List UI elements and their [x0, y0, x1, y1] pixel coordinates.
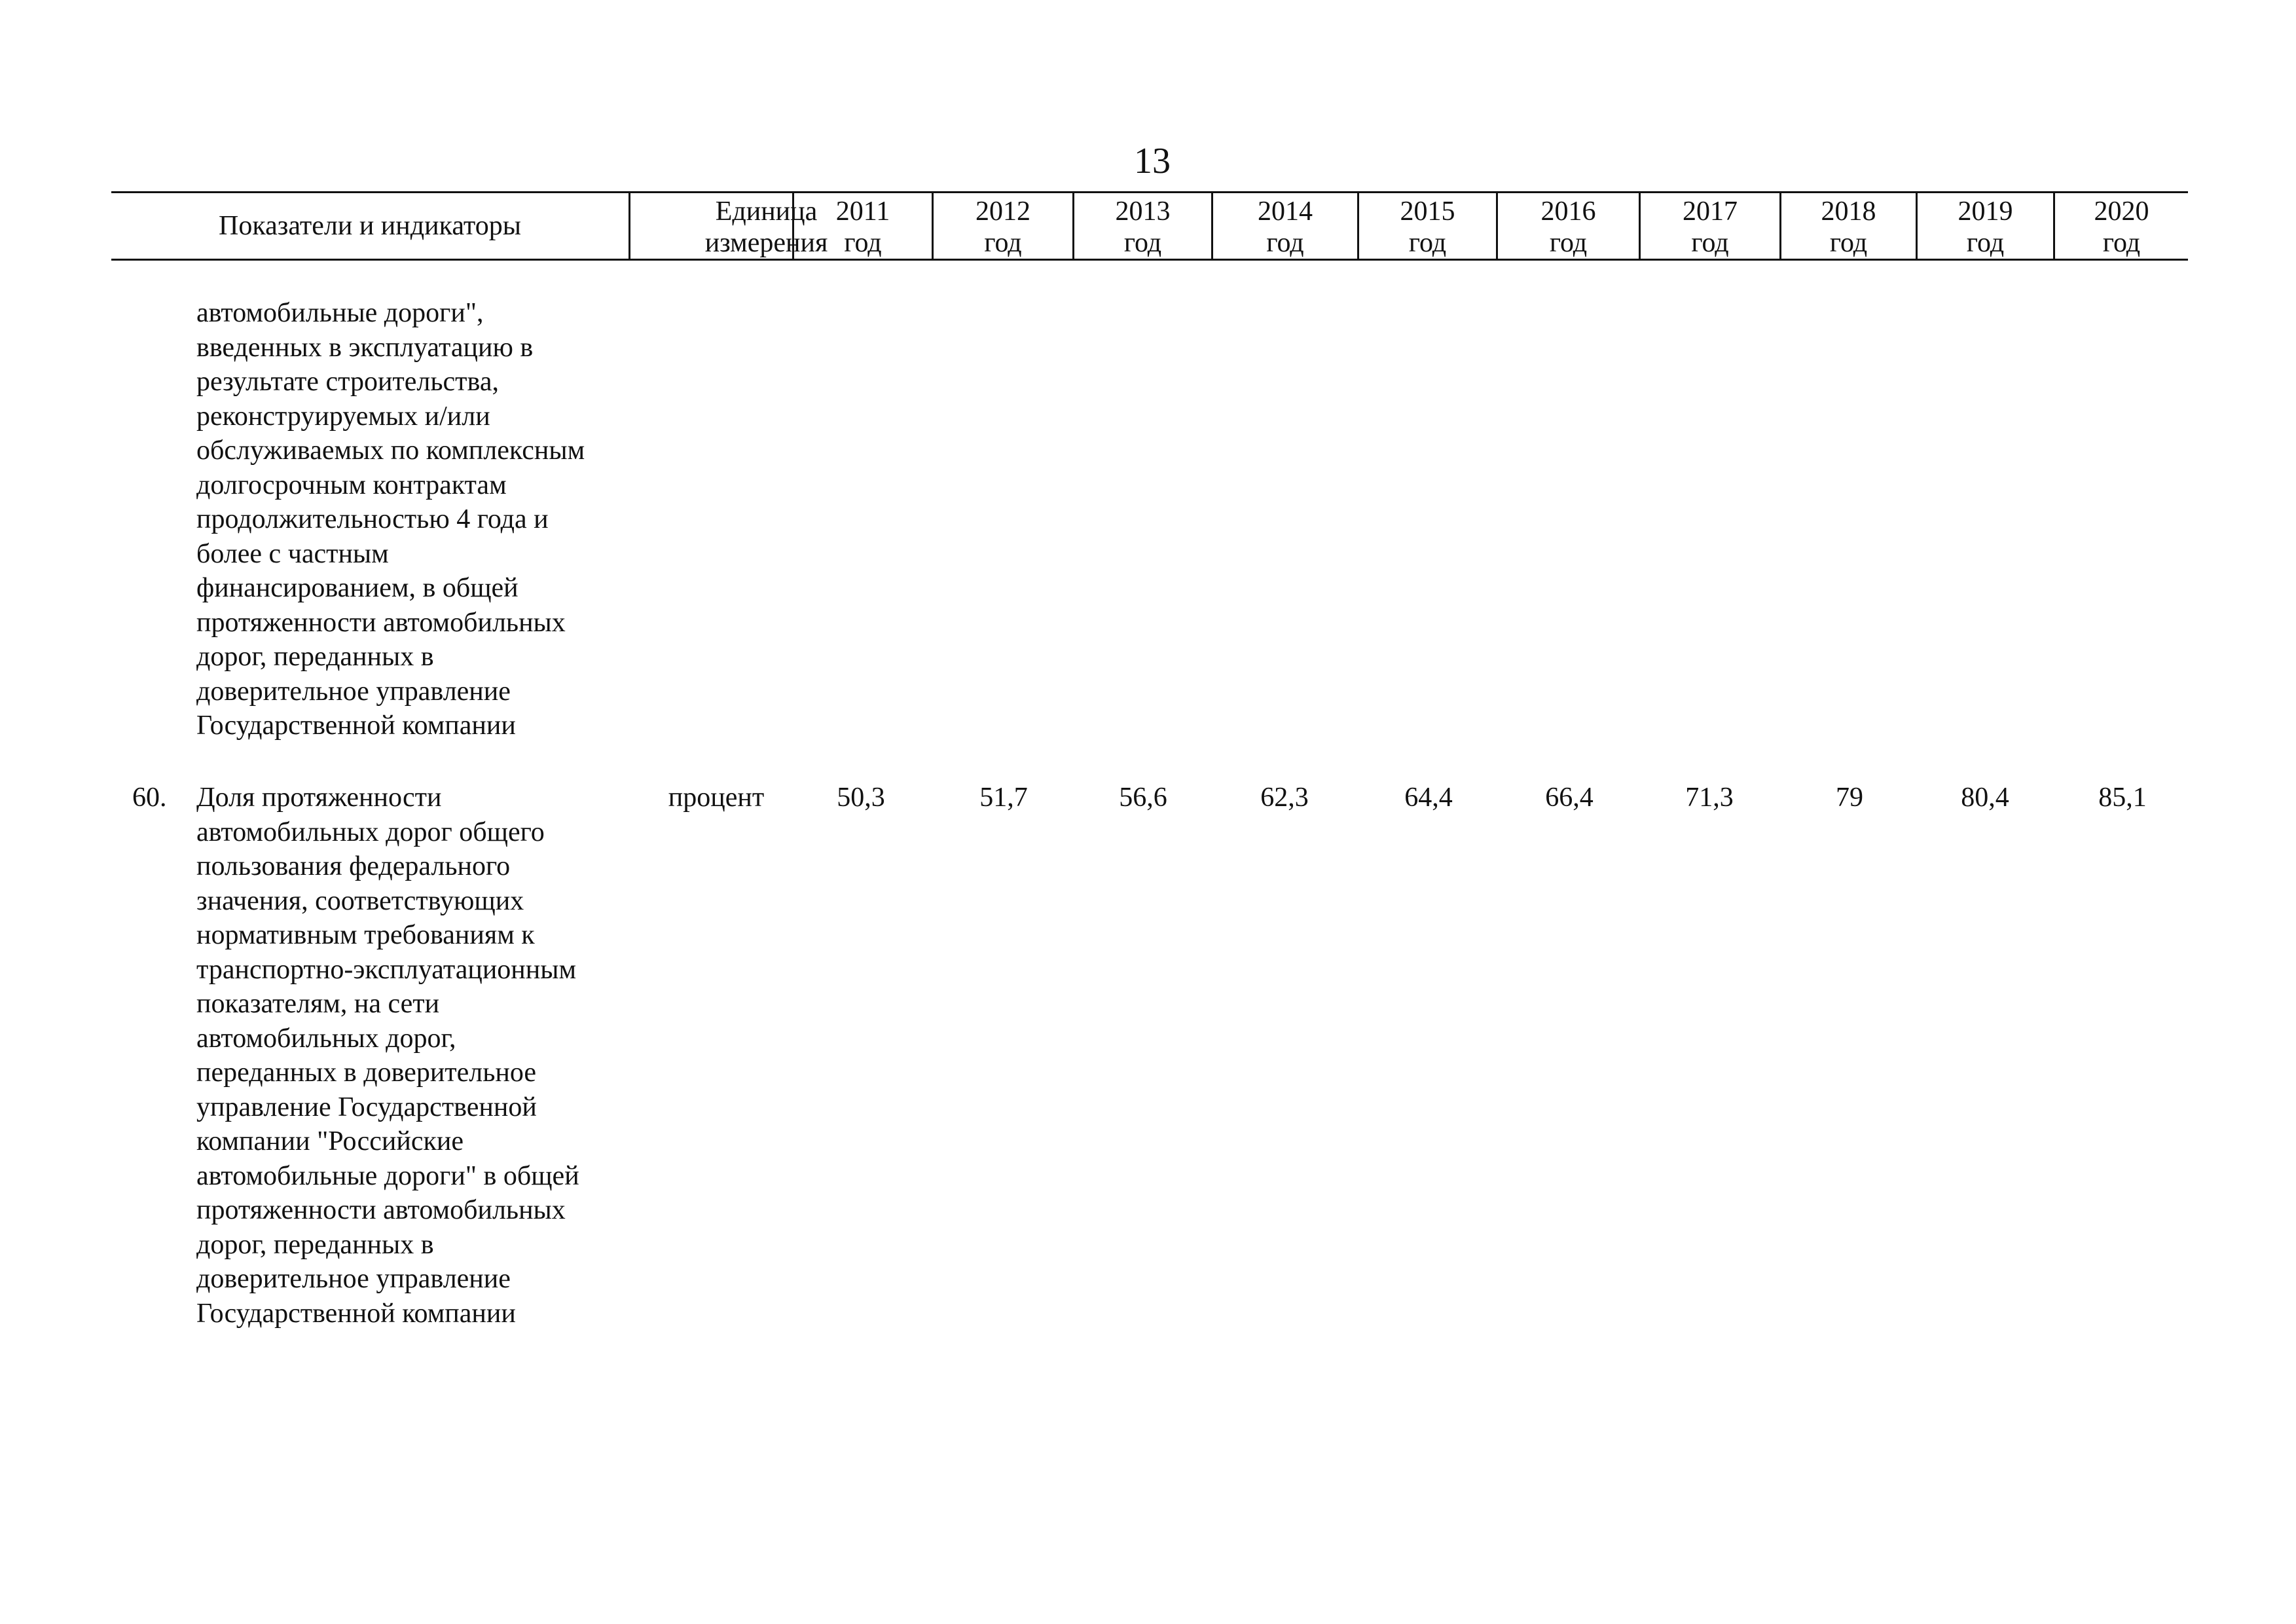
- header-indicator-label: Показатели и индикаторы: [219, 211, 521, 241]
- value-2017: 71,3: [1685, 783, 1734, 813]
- indicator-unit: процент: [668, 783, 765, 813]
- header-year-suffix: год: [1829, 228, 1868, 258]
- header-year-2017: [1639, 193, 1779, 259]
- header-year-suffix: год: [984, 228, 1022, 258]
- header-year: 2013: [1115, 196, 1171, 227]
- header-year-suffix: год: [844, 228, 882, 258]
- value-2020: 85,1: [2098, 783, 2147, 813]
- header-year-suffix: год: [1966, 228, 2005, 258]
- value-2013: 56,6: [1119, 783, 1167, 813]
- page-number: 13: [1134, 141, 1171, 181]
- header-year-2015: [1357, 193, 1496, 259]
- header-year: 2018: [1821, 196, 1876, 227]
- header-year-2014: [1211, 193, 1357, 259]
- header-year: 2014: [1258, 196, 1313, 227]
- header-year-2019: [1916, 193, 2053, 259]
- header-year: 2016: [1540, 196, 1596, 227]
- header-year: 2020: [2094, 196, 2149, 227]
- value-2018: 79: [1836, 783, 1863, 813]
- value-2019: 80,4: [1961, 783, 2009, 813]
- header-year-suffix: год: [1691, 228, 1729, 258]
- indicator-text-continuation: автомобильные дороги", введенных в эксплуатацию в результате строительства, реконструируемых и/или обслуживаемых по комплексным долгосрочным контрактам продолжительностью 4 года и более с частным финансированием, в общей протяженности автомобильных дорог, переданных в доверительное управление Государственной компании: [196, 298, 585, 741]
- header-year-suffix: год: [1549, 228, 1588, 258]
- header-year-2012: [932, 193, 1072, 259]
- header-year: 2012: [975, 196, 1030, 227]
- header-unit-line2: измерения: [704, 228, 828, 258]
- indicator-text: Доля протяженности автомобильных дорог общего пользования федерального значения, соответствующих нормативным требованиям к транспортно-эксплуатационным показателям, на сети автомобильных дорог, переданных в доверительное управление Государственной компании "Российские автомобильные дороги" в общей протяженности автомобильных дорог, переданных в доверительное управление Государственной компании: [196, 783, 579, 1329]
- header-year-suffix: год: [1408, 228, 1447, 258]
- value-2015: 64,4: [1404, 783, 1453, 813]
- header-year-2016: [1496, 193, 1639, 259]
- header-unit-line1: Единица: [715, 196, 818, 227]
- header-indicator: [111, 193, 629, 259]
- value-2014: 62,3: [1260, 783, 1309, 813]
- value-2011: 50,3: [837, 783, 885, 813]
- header-year-suffix: год: [2102, 228, 2141, 258]
- header-year-2018: [1779, 193, 1916, 259]
- value-2012: 51,7: [979, 783, 1028, 813]
- value-2016: 66,4: [1545, 783, 1594, 813]
- header-year-2020: [2053, 193, 2188, 259]
- header-year-suffix: год: [1123, 228, 1162, 258]
- indicator-number: 60.: [132, 783, 167, 813]
- header-year: 2015: [1400, 196, 1455, 227]
- header-year: 2019: [1958, 196, 2013, 227]
- header-year-suffix: год: [1266, 228, 1304, 258]
- header-year-2011: [792, 193, 932, 259]
- table-header: [111, 191, 2188, 261]
- header-year-2013: [1072, 193, 1211, 259]
- header-year: 2017: [1683, 196, 1738, 227]
- header-year: 2011: [835, 196, 890, 227]
